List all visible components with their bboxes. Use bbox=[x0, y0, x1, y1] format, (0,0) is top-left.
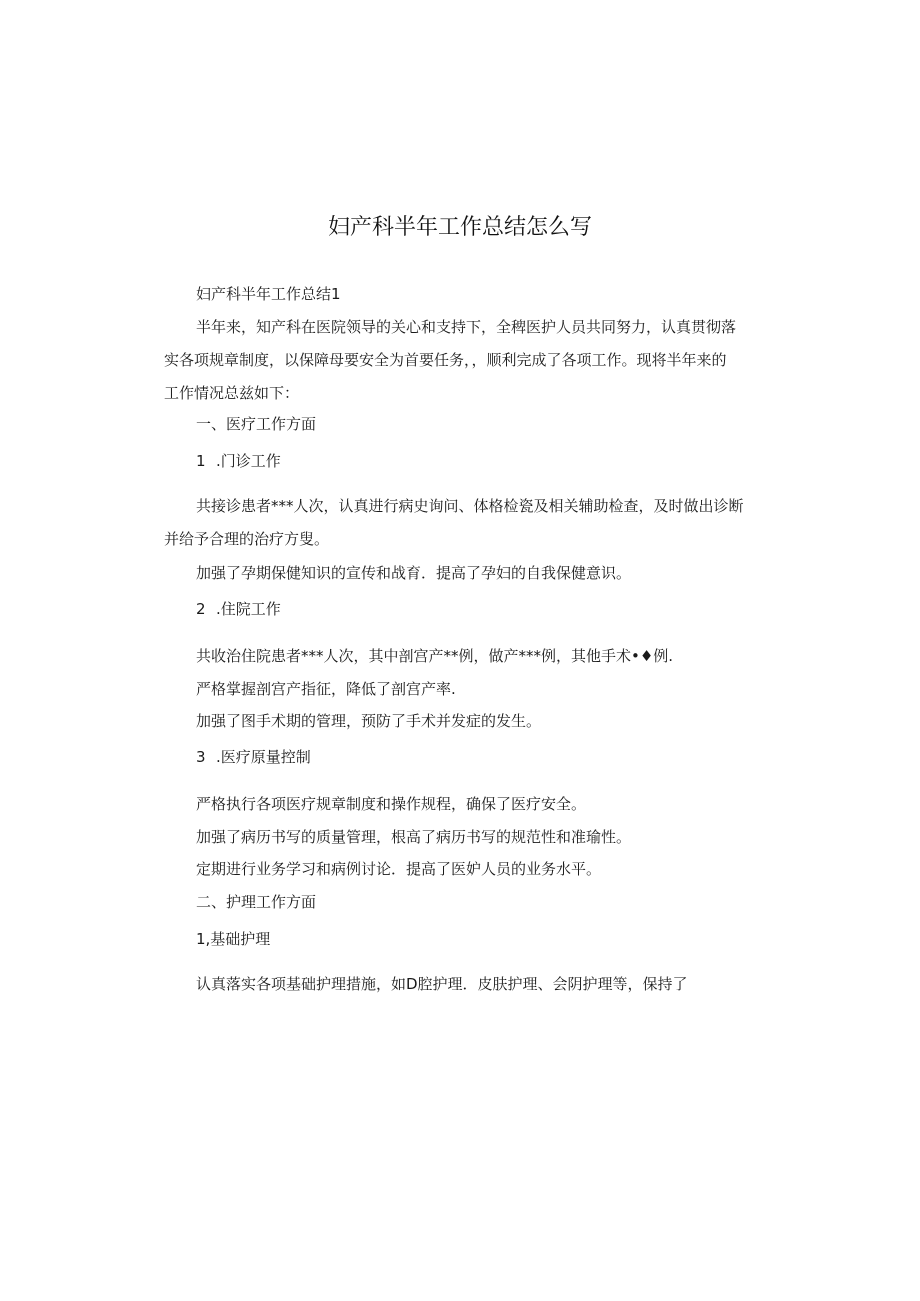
section1-sub2-line-2: 严格掌握剖宫产指征，降低了剖宫产率. bbox=[196, 680, 456, 698]
section1-sub2-num: 2 bbox=[196, 600, 206, 618]
section1-sub3-label: .医疗原量控制 bbox=[216, 748, 311, 766]
section1-sub2-line-3: 加强了图手术期的管理，预防了手术并发症的发生。 bbox=[196, 712, 542, 730]
document-subtitle: 妇产科半年工作总结1 bbox=[196, 285, 341, 303]
section1-sub1-line-1: 共接诊患者***人次，认真进行病史询问、体格检瓷及相关辅助检查，及时做出诊断 bbox=[196, 497, 744, 515]
section1-sub2-label: .住院工作 bbox=[216, 600, 281, 618]
section1-sub3-line-2: 加强了病历书写的质量管理，根高了病历书写的规范性和准瑜性。 bbox=[196, 828, 632, 846]
section1-sub1-label: .门诊工作 bbox=[216, 452, 281, 470]
section1-sub1-num: 1 bbox=[196, 452, 206, 470]
section1-sub3-heading bbox=[196, 746, 311, 768]
intro-line-2: 实各项规章制度，以保障母要安全为首要任务，，顺利完成了各项工作。现将半年来的 bbox=[164, 351, 727, 369]
section2-sub1-heading: 1,基础护理 bbox=[196, 930, 271, 948]
section1-sub2-line-1: 共收治住院患者***人次，其中剖宫产**例，做产***例，其他手术•♦例. bbox=[196, 647, 674, 665]
intro-line-1: 半年来，知产科在医院领导的关心和支持下，全稗医护人员共同努力，认真贯彻落 bbox=[196, 318, 737, 336]
section1-sub3-num: 3 bbox=[196, 748, 206, 766]
section1-sub1-heading bbox=[196, 450, 281, 472]
section1-heading: 一、医疗工作方面 bbox=[196, 415, 317, 433]
intro-line-3: 工作情况总兹如下： bbox=[164, 384, 300, 402]
section1-sub1-line-2: 并给予合理的治疗方叟。 bbox=[164, 530, 330, 548]
document-title: 妇产科半年工作总结怎么写 bbox=[327, 215, 592, 240]
section1-sub3-line-3: 定期进行业务学习和病例讨论．提高了医妒人员的业务水平。 bbox=[196, 860, 602, 878]
section2-sub1-line-1: 认真落实各项基础护理措施，如D腔护理．皮肤护理、会阴护理等，保持了 bbox=[196, 975, 688, 993]
section2-heading: 二、护理工作方面 bbox=[196, 893, 317, 911]
section1-sub1-line-3: 加强了孕期保健知识的宣传和战育．提高了孕妇的自我保健意识。 bbox=[196, 564, 632, 582]
section1-sub2-heading bbox=[196, 598, 281, 620]
section1-sub3-line-1: 严格执行各项医疗规章制度和操作规程，确保了医疗安全。 bbox=[196, 795, 587, 813]
